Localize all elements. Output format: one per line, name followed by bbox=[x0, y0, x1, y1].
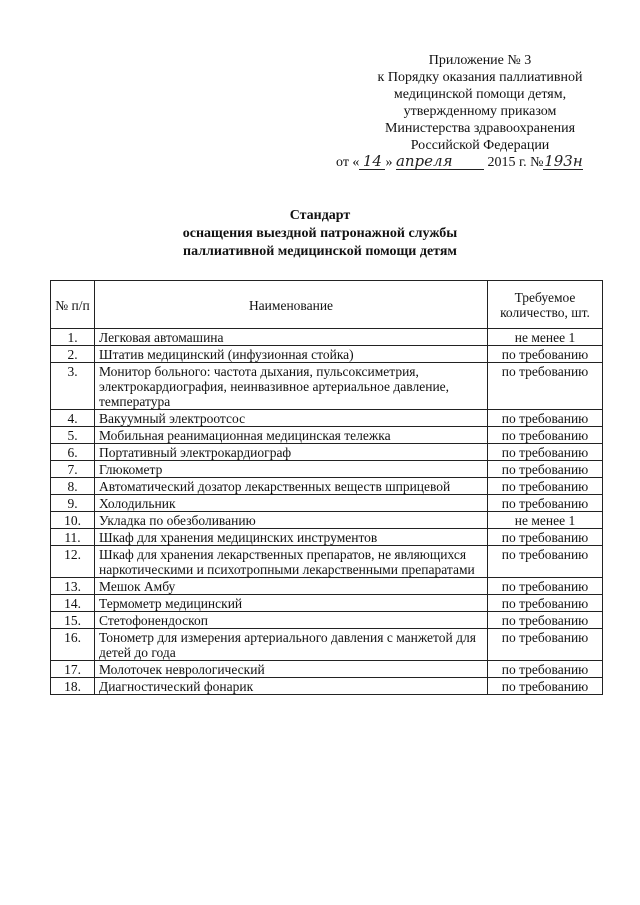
date-quote-close: » bbox=[385, 155, 393, 170]
row-quantity: по требованию bbox=[488, 427, 603, 444]
table-row bbox=[51, 629, 603, 661]
row-number: 2. bbox=[51, 346, 95, 363]
row-name: Мешок Амбу bbox=[95, 578, 488, 595]
row-number: 15. bbox=[51, 612, 95, 629]
row-number: 12. bbox=[51, 546, 95, 578]
row-name: Штатив медицинский (инфузионная стойка) bbox=[95, 346, 488, 363]
row-number: 10. bbox=[51, 512, 95, 529]
table-row bbox=[51, 495, 603, 512]
row-name: Глюкометр bbox=[95, 461, 488, 478]
row-name: Холодильник bbox=[95, 495, 488, 512]
order-number: 193н bbox=[544, 152, 583, 170]
document-title bbox=[0, 207, 640, 261]
table-header-row bbox=[51, 281, 603, 329]
row-name: Легковая автомашина bbox=[95, 329, 488, 346]
row-quantity: не менее 1 bbox=[488, 329, 603, 346]
row-quantity: по требованию bbox=[488, 546, 603, 578]
row-name: Стетофонендоскоп bbox=[95, 612, 488, 629]
title-line: оснащения выездной патронажной службы bbox=[182, 226, 458, 241]
row-number: 4. bbox=[51, 410, 95, 427]
table-row bbox=[51, 578, 603, 595]
row-name: Молоточек неврологический bbox=[95, 661, 488, 678]
header-line: утвержденному приказом bbox=[403, 104, 557, 119]
table-row bbox=[51, 363, 603, 410]
row-quantity: по требованию bbox=[488, 629, 603, 661]
appendix-header bbox=[330, 52, 630, 154]
header-line: Российской Федерации bbox=[410, 138, 550, 153]
table-row bbox=[51, 478, 603, 495]
row-name: Портативный электрокардиограф bbox=[95, 444, 488, 461]
row-number: 16. bbox=[51, 629, 95, 661]
header-line: к Порядку оказания паллиативной bbox=[377, 70, 583, 85]
row-number: 18. bbox=[51, 678, 95, 695]
row-quantity: по требованию bbox=[488, 495, 603, 512]
row-quantity: по требованию bbox=[488, 661, 603, 678]
row-quantity: по требованию bbox=[488, 578, 603, 595]
row-quantity: по требованию bbox=[488, 595, 603, 612]
table-row bbox=[51, 512, 603, 529]
date-prefix: от « bbox=[336, 155, 360, 170]
row-quantity: по требованию bbox=[488, 363, 603, 410]
date-month: апреля bbox=[396, 153, 484, 170]
title-line: Стандарт bbox=[289, 208, 351, 223]
table-row bbox=[51, 329, 603, 346]
row-number: 11. bbox=[51, 529, 95, 546]
row-quantity: по требованию bbox=[488, 461, 603, 478]
row-quantity: по требованию bbox=[488, 410, 603, 427]
row-name: Диагностический фонарик bbox=[95, 678, 488, 695]
header-line: Приложение № 3 bbox=[428, 53, 532, 68]
row-number: 5. bbox=[51, 427, 95, 444]
date-day: 14 bbox=[359, 153, 385, 170]
table-body bbox=[51, 329, 603, 695]
row-number: 14. bbox=[51, 595, 95, 612]
row-number: 13. bbox=[51, 578, 95, 595]
row-name: Монитор больного: частота дыхания, пульсоксиметрия, электрокардиография, неинвазивное артериальное давление, температура bbox=[95, 363, 488, 410]
row-number: 9. bbox=[51, 495, 95, 512]
row-name: Шкаф для хранения медицинских инструментов bbox=[95, 529, 488, 546]
table-row bbox=[51, 410, 603, 427]
header-line: медицинской помощи детям, bbox=[393, 87, 567, 102]
row-name: Тонометр для измерения артериального давления с манжетой для детей до года bbox=[95, 629, 488, 661]
table-row bbox=[51, 427, 603, 444]
order-date-line bbox=[336, 153, 636, 172]
equipment-table bbox=[50, 280, 603, 695]
table-row bbox=[51, 444, 603, 461]
table-row bbox=[51, 661, 603, 678]
row-name: Укладка по обезболиванию bbox=[95, 512, 488, 529]
table-row bbox=[51, 346, 603, 363]
title-line: паллиативной медицинской помощи детям bbox=[183, 244, 457, 259]
row-name: Мобильная реанимационная медицинская тележка bbox=[95, 427, 488, 444]
row-number: 1. bbox=[51, 329, 95, 346]
row-name: Термометр медицинский bbox=[95, 595, 488, 612]
row-number: 3. bbox=[51, 363, 95, 410]
row-number: 17. bbox=[51, 661, 95, 678]
header-line: Министерства здравоохранения bbox=[384, 121, 576, 136]
row-quantity: по требованию bbox=[488, 444, 603, 461]
row-number: 6. bbox=[51, 444, 95, 461]
row-name: Вакуумный электроотсос bbox=[95, 410, 488, 427]
row-quantity: по требованию bbox=[488, 678, 603, 695]
row-quantity: по требованию bbox=[488, 346, 603, 363]
col-header-number: № п/п bbox=[51, 281, 95, 329]
row-quantity: по требованию bbox=[488, 529, 603, 546]
date-year: 2015 г. № bbox=[487, 155, 544, 170]
table-row bbox=[51, 546, 603, 578]
row-quantity: не менее 1 bbox=[488, 512, 603, 529]
table-row bbox=[51, 595, 603, 612]
table-row bbox=[51, 529, 603, 546]
row-quantity: по требованию bbox=[488, 612, 603, 629]
table-row bbox=[51, 612, 603, 629]
row-name: Шкаф для хранения лекарственных препаратов, не являющихся наркотическими и психотропными лекарственными препаратами bbox=[95, 546, 488, 578]
table-row bbox=[51, 678, 603, 695]
row-name: Автоматический дозатор лекарственных веществ шприцевой bbox=[95, 478, 488, 495]
row-quantity: по требованию bbox=[488, 478, 603, 495]
col-header-quantity: Требуемое количество, шт. bbox=[488, 281, 603, 329]
col-header-name: Наименование bbox=[95, 281, 488, 329]
table-row bbox=[51, 461, 603, 478]
row-number: 7. bbox=[51, 461, 95, 478]
row-number: 8. bbox=[51, 478, 95, 495]
